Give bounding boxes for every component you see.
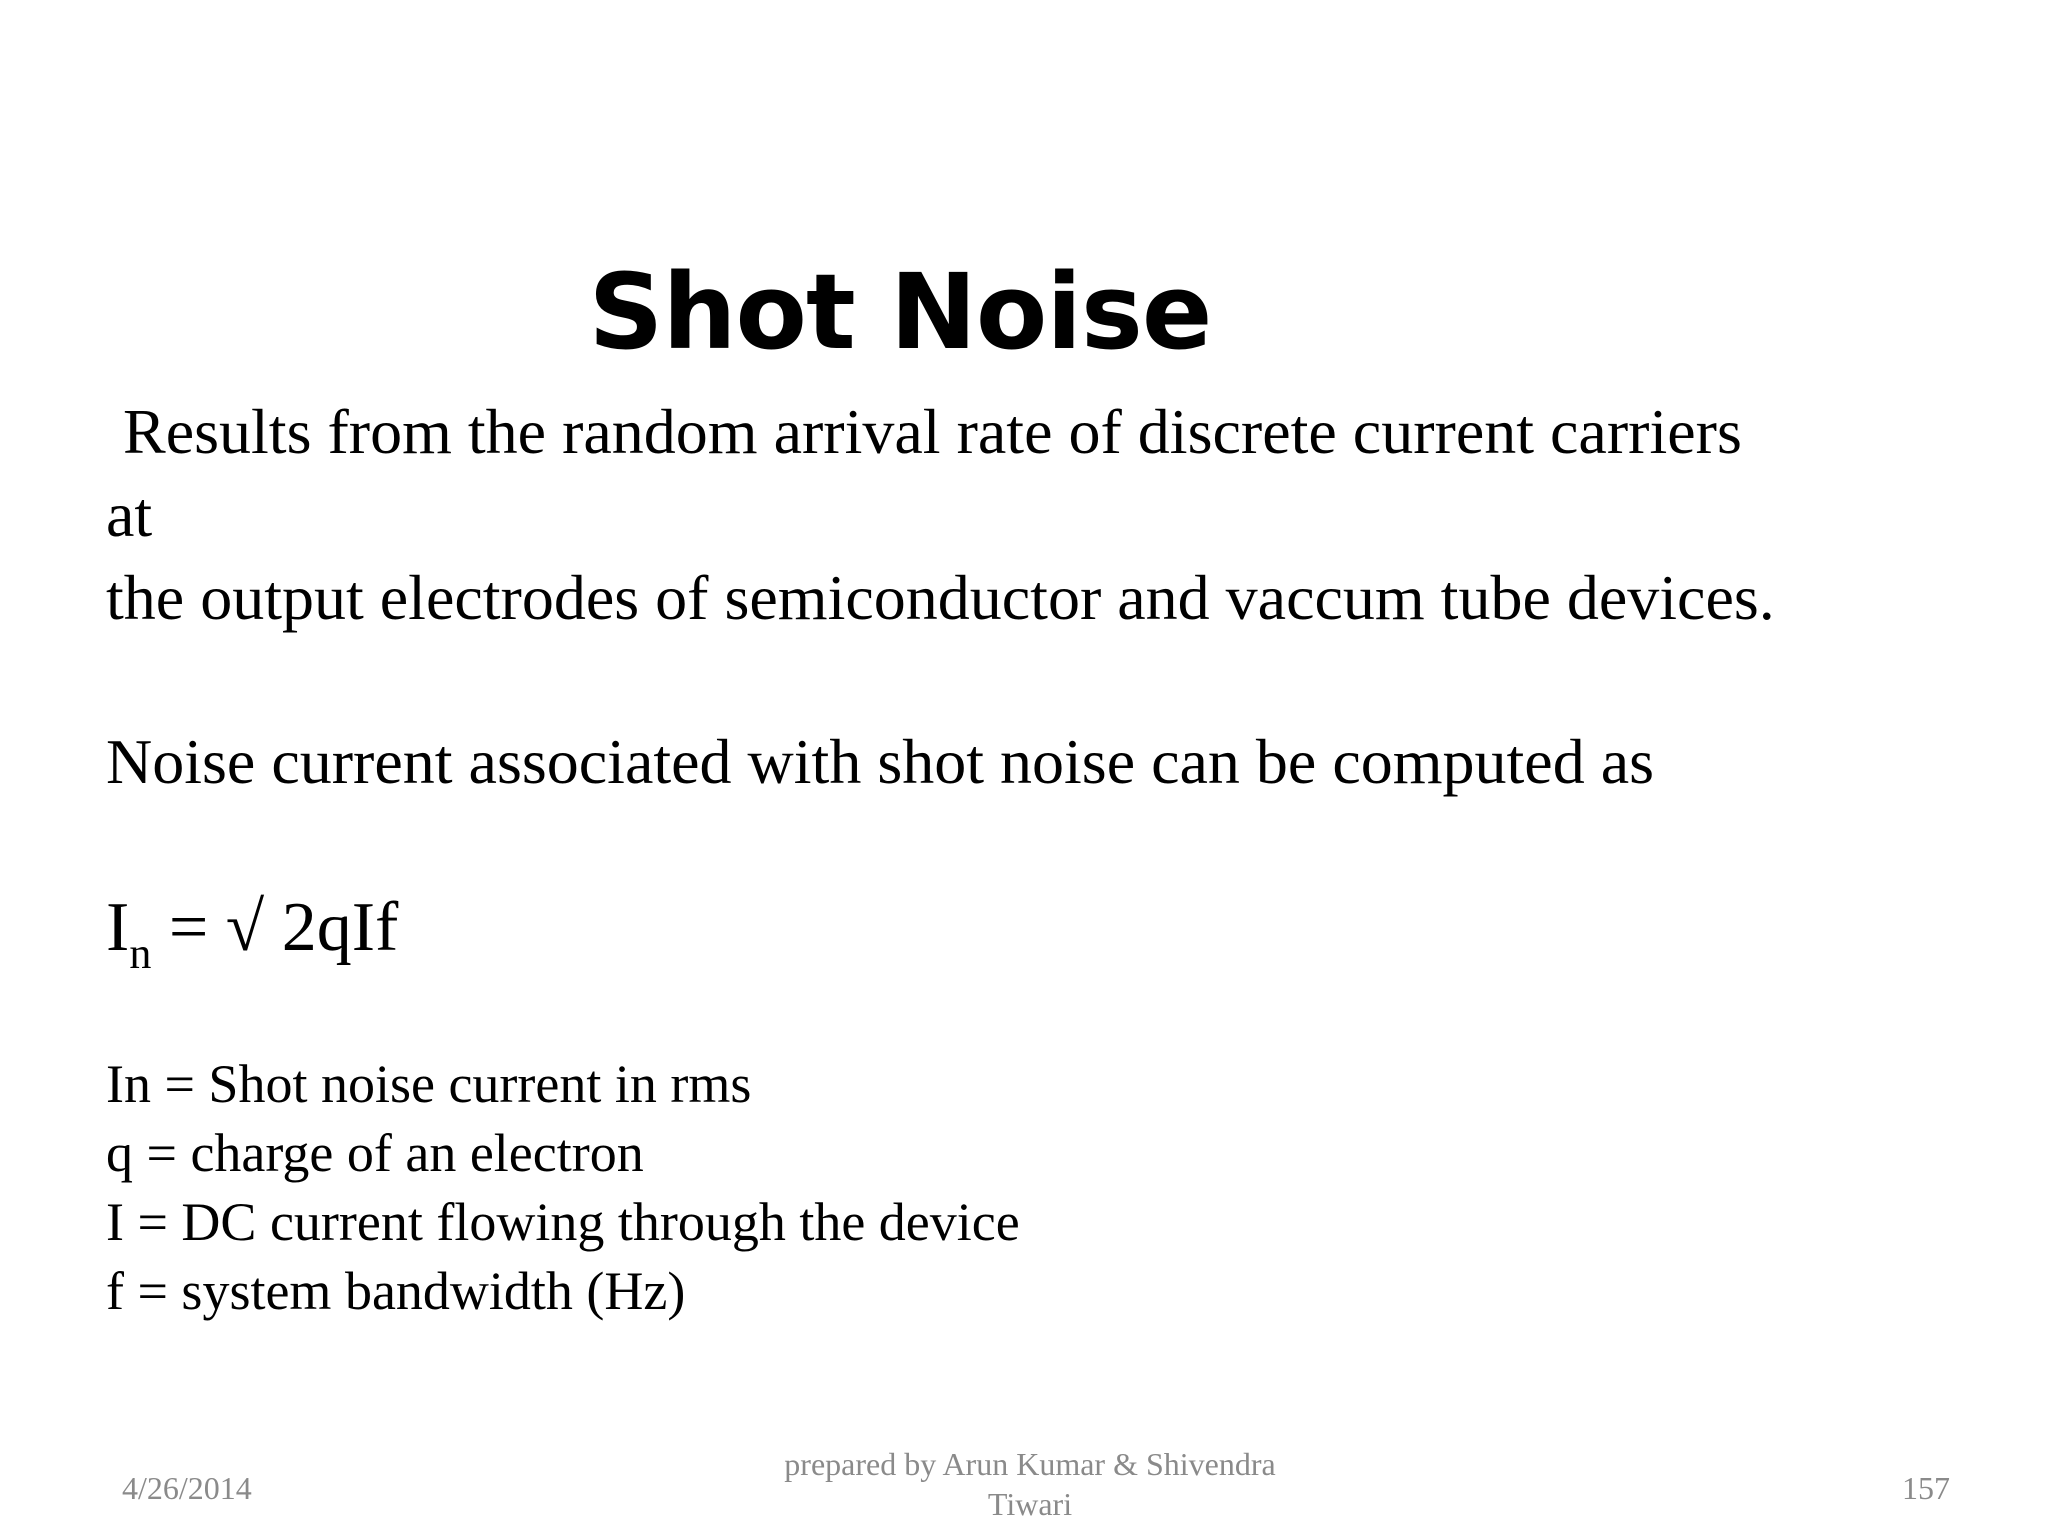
computation-statement: Noise current associated with shot noise can be computed as bbox=[106, 726, 1654, 797]
footer-credit-line: Tiwari bbox=[987, 1486, 1073, 1522]
shot-noise-formula bbox=[106, 883, 398, 981]
footer-credit bbox=[730, 1444, 1330, 1524]
footer-credit-line: prepared by Arun Kumar & Shivendra bbox=[784, 1446, 1276, 1482]
definition-item: q = charge of an electron bbox=[106, 1123, 644, 1183]
intro-line: at bbox=[106, 479, 153, 550]
footer-date: 4/26/2014 bbox=[122, 1470, 252, 1506]
intro-line: the output electrodes of semiconductor and vaccum tube devices. bbox=[106, 562, 1775, 633]
slide-title: Shot Noise bbox=[588, 251, 1212, 373]
formula-symbol: I bbox=[106, 889, 130, 966]
intro-paragraph bbox=[106, 390, 1775, 639]
intro-line: Results from the random arrival rate of discrete current carriers bbox=[123, 396, 1742, 467]
formula-subscript: n bbox=[129, 929, 152, 978]
definition-item: I = DC current flowing through the device bbox=[106, 1192, 1020, 1252]
page-number: 157 bbox=[1902, 1470, 1950, 1506]
definition-item: In = Shot noise current in rms bbox=[106, 1054, 752, 1114]
variable-definitions bbox=[106, 1050, 1020, 1326]
definition-item: f = system bandwidth (Hz) bbox=[106, 1261, 686, 1321]
formula-rhs: = √ 2qIf bbox=[151, 889, 399, 966]
